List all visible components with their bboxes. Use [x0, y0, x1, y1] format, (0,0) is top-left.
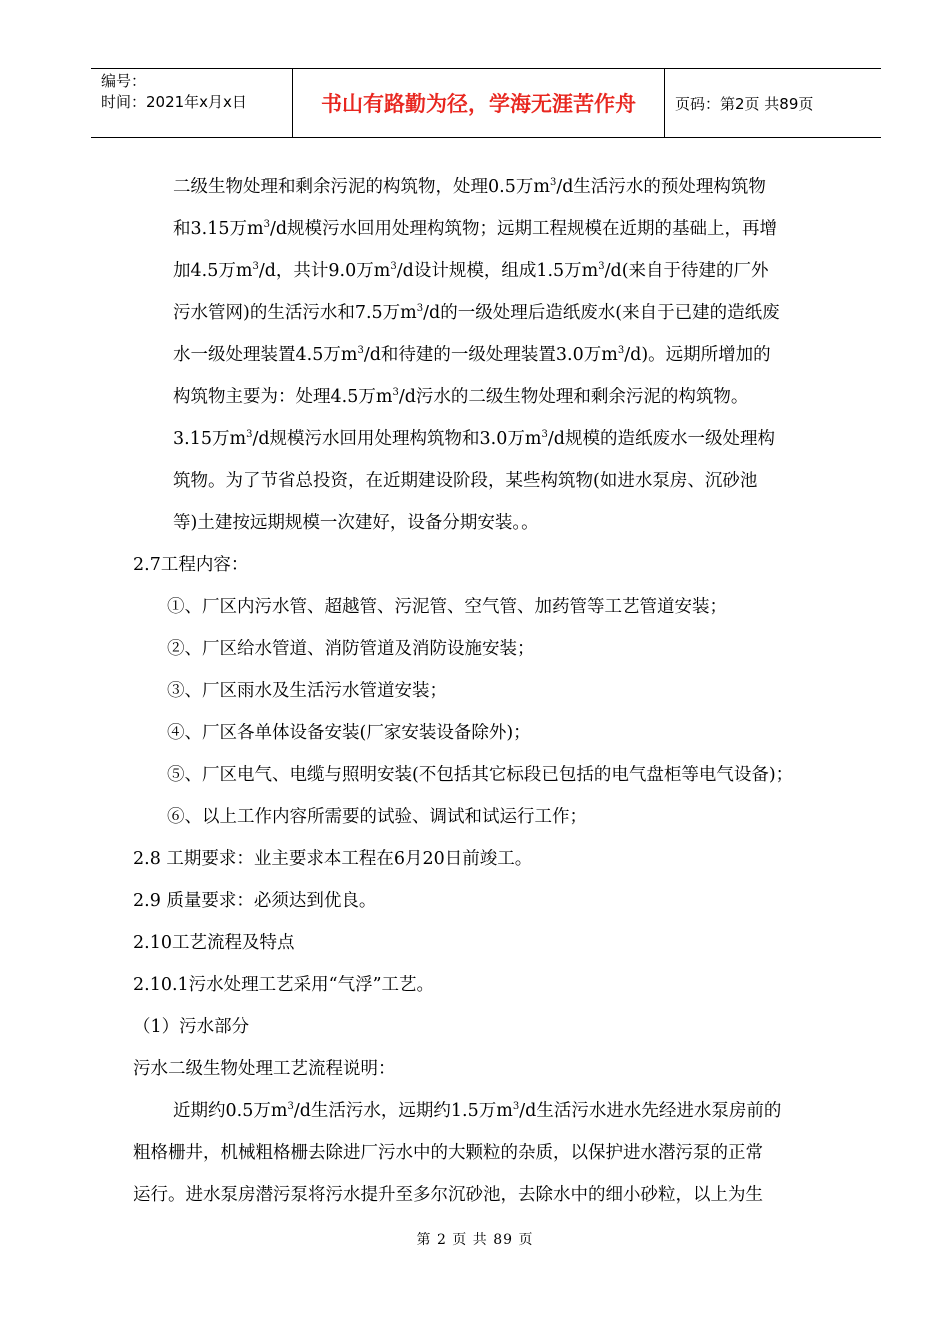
text-line: 构筑物主要为：处理4.5万$m^3/d$污水的二级生物处理和剩余污泥的构筑物。 [173, 387, 749, 407]
page-label: 页码：第2页 共89页 [675, 94, 814, 113]
text-line: 2.9 质量要求：必须达到优良。 [133, 891, 377, 911]
motto-text: 书山有路勤为径，学海无涯苦作舟 [321, 92, 636, 116]
text-line: ⑤、厂区电气、电缆与照明安装(不包括其它标段已包括的电气盘柜等电气设备)； [167, 765, 794, 785]
document-body [133, 166, 853, 1216]
text-line: 3.15万$m^3/d$规模污水回用处理构筑物和3.0万$m^3/d$规模的造纸废水一级处理构 [173, 429, 775, 449]
header-meta [91, 69, 293, 137]
header-page-info [665, 69, 881, 137]
text-line: ④、厂区各单体设备安装(厂家安装设备除外)； [167, 723, 531, 743]
text-line: 筑物。为了节省总投资，在近期建设阶段，某些构筑物(如进水泵房、沉砂池 [173, 471, 758, 491]
text-line: 水一级处理装置4.5万$m^3/d$和待建的一级处理装置3.0万$m^3/d$)。远期所增加的 [173, 345, 771, 365]
header-motto [293, 69, 665, 137]
text-line: 加4.5万$m^3/d$，共计9.0万$m^3/d$设计规模，组成1.5万$m^3/d$(来自于待建的厂外 [173, 261, 769, 281]
text-line: 2.8 工期要求：业主要求本工程在6月20日前竣工。 [133, 849, 533, 869]
text-line: 二级生物处理和剩余污泥的构筑物，处理0.5万$m^3/d$生活污水的预处理构筑物 [173, 177, 766, 197]
text-line: 近期约0.5万$m^3/d$生活污水，远期约1.5万$m^3/d$生活污水进水先经进水泵房前的 [173, 1101, 782, 1121]
serial-label: 编号： [101, 72, 147, 90]
text-line: ③、厂区雨水及生活污水管道安装； [167, 681, 447, 701]
text-line: 运行。进水泵房潜污泵将污水提升至多尔沉砂池，去除水中的细小砂粒，以上为生 [133, 1185, 763, 1205]
page-footer: 第 2 页 共 89 页 [416, 1232, 534, 1248]
time-label: 时间：2021年x月x日 [101, 93, 247, 111]
text-line: ⑥、以上工作内容所需要的试验、调试和试运行工作； [167, 807, 587, 827]
text-line: ①、厂区内污水管、超越管、污泥管、空气管、加药管等工艺管道安装； [167, 597, 727, 617]
text-line: 2.7工程内容： [133, 555, 249, 575]
text-line: ②、厂区给水管道、消防管道及消防设施安装； [167, 639, 535, 659]
page-header [91, 68, 881, 138]
text-line: 和3.15万$m^3/d$规模污水回用处理构筑物；远期工程规模在近期的基础上，再增 [173, 219, 778, 239]
text-line: 2.10.1污水处理工艺采用“气浮”工艺。 [133, 975, 435, 995]
text-line: （1）污水部分 [133, 1017, 250, 1037]
text-line: 污水二级生物处理工艺流程说明： [133, 1059, 396, 1079]
text-line: 2.10工艺流程及特点 [133, 933, 295, 953]
text-line: 等)土建按远期规模一次建好，设备分期安装。。 [173, 513, 539, 533]
text-line: 污水管网)的生活污水和7.5万$m^3/d$的一级处理后造纸废水(来自于已建的造纸废 [173, 303, 780, 323]
text-line: 粗格栅井，机械粗格栅去除进厂污水中的大颗粒的杂质，以保护进水潜污泵的正常 [133, 1143, 763, 1163]
